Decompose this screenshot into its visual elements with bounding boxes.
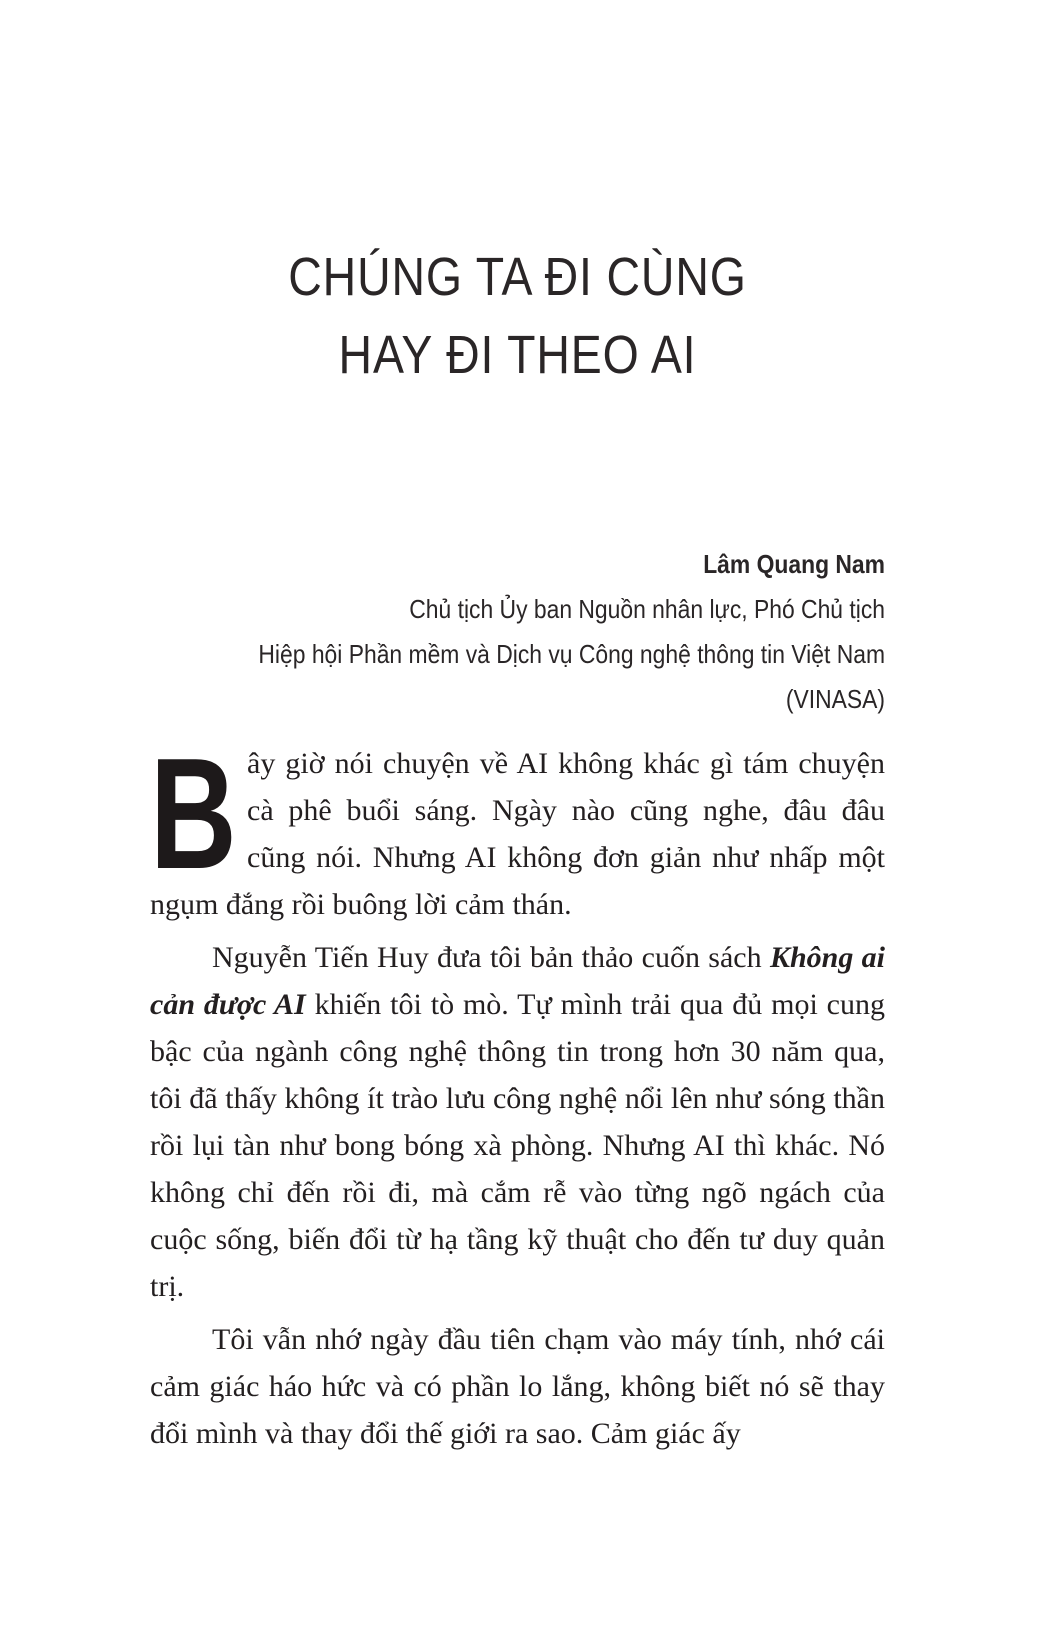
author-block bbox=[238, 542, 885, 722]
paragraph-3-text: Tôi vẫn nhớ ngày đầu tiên chạm vào máy tính, nhớ cái cảm giác háo hức và có phần lo lắng, không biết nó sẽ thay đổi mình và thay đổi thế giới ra sao. Cảm giác ấy bbox=[150, 1323, 885, 1450]
paragraph-1 bbox=[150, 726, 885, 928]
paragraph-3 bbox=[150, 1316, 885, 1457]
drop-cap-letter: B bbox=[150, 726, 237, 902]
author-name: Lâm Quang Nam bbox=[703, 549, 885, 579]
chapter-title-line-1: CHÚNG TA ĐI CÙNG bbox=[288, 247, 747, 307]
chapter-title-line-2: HAY ĐI THEO AI bbox=[338, 325, 697, 385]
author-role-line-3: (VINASA) bbox=[785, 684, 885, 714]
body-text bbox=[150, 726, 885, 1457]
author-role-line-2: Hiệp hội Phần mềm và Dịch vụ Công nghệ thông tin Việt Nam bbox=[258, 639, 886, 669]
chapter-title bbox=[201, 238, 833, 394]
paragraph-2 bbox=[150, 934, 885, 1310]
paragraph-2-text-after: khiến tôi tò mò. Tự mình trải qua đủ mọi cung bậc của ngành công nghệ thông tin trong hơn 30 năm qua, tôi đã thấy không ít trào lưu công nghệ nổi lên như sóng thần rồi lụi tàn như bong bóng xà phòng. Nhưng AI thì khác. Nó không chỉ đến rồi đi, mà cắm rễ vào từng ngõ ngách của cuộc sống, biến đổi từ hạ tầng kỹ thuật cho đến tư duy quản trị. bbox=[150, 988, 885, 1303]
paragraph-2-text-before: Nguyễn Tiến Huy đưa tôi bản thảo cuốn sách bbox=[212, 941, 770, 974]
paragraph-1-text: ây giờ nói chuyện về AI không khác gì tám chuyện cà phê buổi sáng. Ngày nào cũng nghe, đâu đâu cũng nói. Nhưng AI không đơn giản như nhấp một ngụm đắng rồi buông lời cảm thán. bbox=[150, 747, 885, 921]
author-role-line-1: Chủ tịch Ủy ban Nguồn nhân lực, Phó Chủ tịch bbox=[409, 594, 885, 624]
book-title-emphasis: Không ai cản được AI bbox=[150, 941, 885, 1021]
